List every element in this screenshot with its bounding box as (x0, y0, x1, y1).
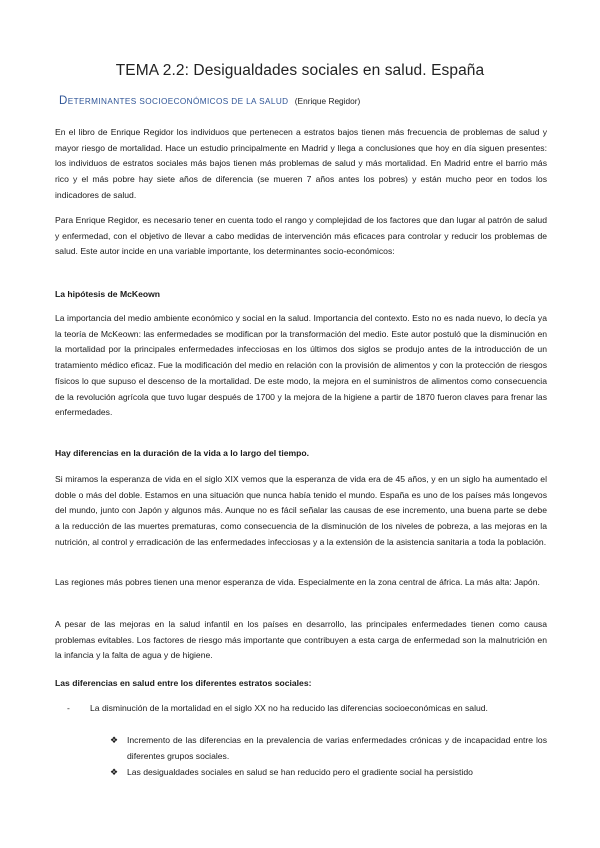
section-heading-author: (Enrique Regidor) (294, 96, 361, 106)
dash-bullet-icon: - (67, 703, 70, 713)
paragraph-life-expectancy: Si miramos la esperanza de vida en el siglo XIX vemos que la esperanza de vida era de 45 años, y en un siglo ha aumentado el doble o más del doble. Estamos en una situación que nunca había tenido el mundo. España es uno de los países más longevos del mundo, junto con Japón y algunos más. Aunque no es fácil señalar las causas de ese incremento, una buena parte se debe a la reducción de las muertes prematuras, como consecuencia de la disminución de los niveles de pobreza, a las mejoras en la nutrición, al control y erradicación de las enfermedades infecciosas y a la extensión de la asistencia sanitaria a toda la población. (55, 474, 547, 547)
page-title: TEMA 2.2: Desigualdades sociales en salud. España (115, 62, 485, 79)
list-item: La disminución de la mortalidad en el siglo XX no ha reducido las diferencias socioeconómicas en salud. (90, 703, 488, 713)
paragraph-intro: En el libro de Enrique Regidor los individuos que pertenecen a estratos bajos tienen más frecuencia de problemas de salud y mayor riesgo de mortalidad. Hace un estudio principalmente en Madrid y llega a conclusiones que hoy en día siguen presentes: los individuos de estratos sociales más bajos tienen más problemas de salud y más mortalidad. En Madrid entre el barrio más rico y el más pobre hay siete años de diferencia (se mueren 7 años antes los pobres) y están mucho peor en todos los indicadores de salud. (55, 127, 547, 200)
diamond-bullet-icon: ❖ (110, 767, 119, 777)
heading-social-strata: Las diferencias en salud entre los diferentes estratos sociales: (55, 678, 312, 688)
paragraph-regions: Las regiones más pobres tienen una menor esperanza de vida. Especialmente en la zona central de áfrica. La más alta: Japón. (55, 577, 540, 587)
sub-list-item: Incremento de las diferencias en la prevalencia de varias enfermedades crónicas y de incapacidad entre los diferentes grupos sociales. (127, 735, 547, 761)
section-heading (59, 95, 549, 107)
section-heading-text: ETERMINANTES SOCIOECONÓMICOS DE LA SALUD (67, 97, 289, 106)
section-heading-initial: D (59, 95, 68, 107)
diamond-bullet-icon: ❖ (110, 735, 119, 745)
paragraph-child-health: A pesar de las mejoras en la salud infantil en los países en desarrollo, las principales enfermedades tienen como causa problemas evitables. Los factores de riesgo más importante que contribuyen a esta carga de enfermedad son la malnutrición en la infancia y la falta de agua y de higiene. (55, 619, 547, 661)
sub-list-item: Las desigualdades sociales en salud se han reducido pero el gradiente social ha persistido (127, 767, 473, 777)
heading-life-duration: Hay diferencias en la duración de la vida a lo largo del tiempo. (55, 448, 310, 458)
paragraph-regidor: Para Enrique Regidor, es necesario tener en cuenta todo el rango y complejidad de los factores que dan lugar al patrón de salud y enfermedad, con el objetivo de llevar a cabo medidas de intervención más eficaces para controlar y reducir los problemas de salud. Este autor incide en una variable importante, los determinantes socio-económicos: (55, 215, 547, 257)
heading-mckeown: La hipótesis de McKeown (55, 289, 161, 299)
paragraph-mckeown: La importancia del medio ambiente económico y social en la salud. Importancia del contexto. Esto no es nada nuevo, lo decía ya la teoría de McKeown: las enfermedades se modifican por la transformación del medio. Este autor postuló que la disminución en la mortalidad por la principales enfermedades infecciosas en los últimos dos siglos se produjo antes de la introducción de un tratamiento médico eficaz. Fue la modificación del medio en relación con la provisión de alimentos y con la protección de riesgos físicos lo que supuso el descenso de la mortalidad. De este modo, la mejora en el suministros de alimentos como consecuencia de la revolución agrícola que tuvo lugar después de 1700 y la mejora de la higiene a partir de 1870 fueron claves para frenar las enfermedades. (55, 313, 547, 418)
